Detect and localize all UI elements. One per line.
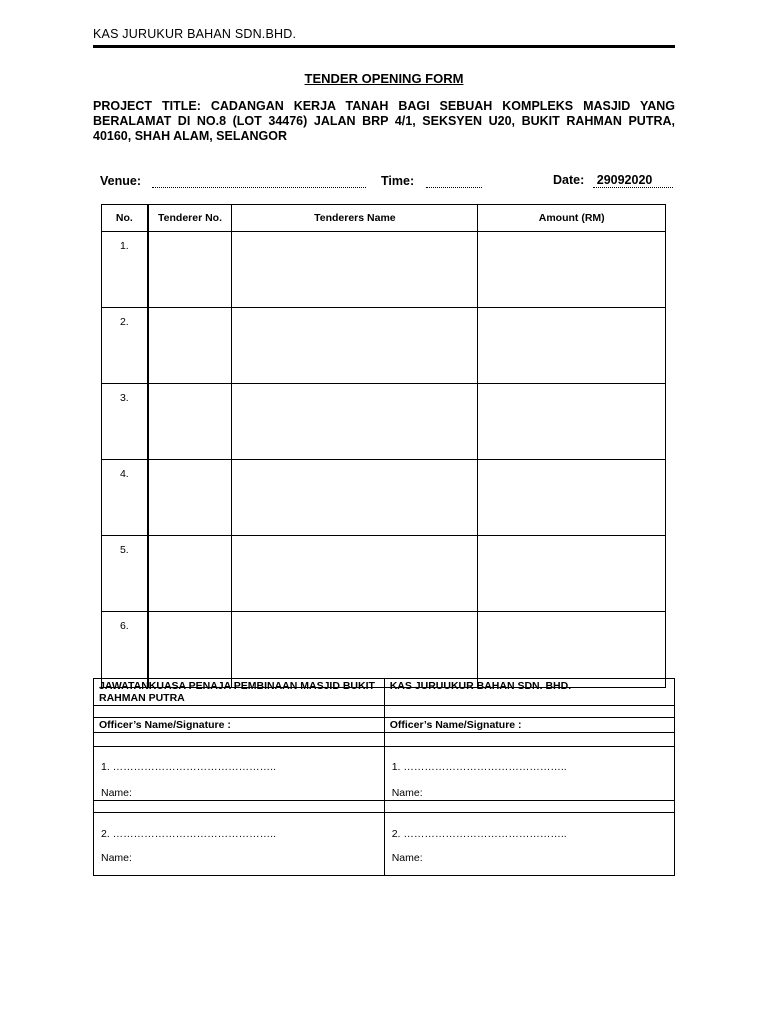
project-title: PROJECT TITLE: CADANGAN KERJA TANAH BAGI SEBUAH KOMPLEKS MASJID YANG BERALAMAT DI NO.8 (LOT 34476) JALAN BRP 4/1, SEKSYEN U20, BUKIT RAHMAN PUTRA, 40160, SHAH ALAM, SELANGOR	[93, 99, 675, 143]
spacer-cell	[94, 733, 385, 747]
time-label: Time:	[381, 174, 415, 188]
spacer-row	[94, 706, 675, 718]
tenderer-no-cell[interactable]	[148, 612, 232, 688]
tenderer-no-cell[interactable]	[148, 308, 232, 384]
date-label: Date:	[553, 173, 585, 187]
committee-officer-label: Officer’s Name/Signature :	[94, 718, 385, 733]
time-field	[381, 173, 482, 188]
signature-line: 2. ………………………………………..	[101, 828, 277, 840]
spacer-cell	[94, 801, 385, 813]
tenderer-name-cell[interactable]	[232, 232, 478, 308]
consultant-signature-slot-2[interactable]	[384, 813, 674, 876]
amount-cell[interactable]	[478, 612, 666, 688]
row-number: 6.	[102, 612, 148, 688]
committee-header: JAWATANKUASA PENAJA PEMBINAAN MASJID BUKIT RAHMAN PUTRA	[94, 679, 385, 706]
spacer-cell	[94, 706, 385, 718]
tender-table-header-row	[102, 205, 666, 232]
name-label: Name:	[101, 852, 132, 864]
signature-slot-row-2	[94, 813, 675, 876]
signature-slot-row-1	[94, 747, 675, 801]
tenderer-no-cell[interactable]	[148, 384, 232, 460]
amount-cell[interactable]	[478, 460, 666, 536]
row-number: 3.	[102, 384, 148, 460]
tenderer-name-cell[interactable]	[232, 460, 478, 536]
company-header: KAS JURUKUR BAHAN SDN.BHD.	[93, 27, 297, 41]
name-label: Name:	[101, 787, 132, 799]
table-row	[102, 232, 666, 308]
amount-cell[interactable]	[478, 384, 666, 460]
signature-line: 1. ………………………………………..	[101, 761, 277, 773]
signature-line: 1. ………………………………………..	[391, 761, 567, 773]
consultant-officer-label: Officer’s Name/Signature :	[384, 718, 674, 733]
form-title: TENDER OPENING FORM	[304, 71, 464, 86]
name-label: Name:	[391, 787, 423, 799]
committee-signature-slot-1[interactable]	[94, 747, 385, 801]
consultant-header: KAS JURUUKUR BAHAN SDN. BHD.	[384, 679, 674, 706]
spacer-row	[94, 733, 675, 747]
table-row	[102, 612, 666, 688]
tenderer-name-cell[interactable]	[232, 612, 478, 688]
tenderer-no-cell[interactable]	[148, 536, 232, 612]
tenderer-no-cell[interactable]	[148, 460, 232, 536]
row-number: 4.	[102, 460, 148, 536]
column-header-tenderer-no: Tenderer No.	[148, 205, 232, 232]
signature-line: 2. ………………………………………..	[391, 828, 567, 840]
signature-table	[93, 678, 675, 876]
committee-signature-slot-2[interactable]	[94, 813, 385, 876]
venue-label: Venue:	[100, 174, 141, 188]
table-row	[102, 536, 666, 612]
spacer-cell	[384, 706, 674, 718]
column-header-amount: Amount (RM)	[478, 205, 666, 232]
tenderer-name-cell[interactable]	[232, 308, 478, 384]
date-field	[553, 173, 673, 188]
venue-value[interactable]	[152, 173, 366, 188]
header-rule	[93, 45, 675, 48]
spacer-row	[94, 801, 675, 813]
row-number: 2.	[102, 308, 148, 384]
officer-label-row	[94, 718, 675, 733]
table-row	[102, 308, 666, 384]
spacer-cell	[384, 801, 674, 813]
amount-cell[interactable]	[478, 536, 666, 612]
venue-field	[100, 173, 366, 188]
table-row	[102, 460, 666, 536]
tenderer-name-cell[interactable]	[232, 536, 478, 612]
tenderer-name-cell[interactable]	[232, 384, 478, 460]
name-label: Name:	[391, 852, 423, 864]
tenderer-no-cell[interactable]	[148, 232, 232, 308]
row-number: 5.	[102, 536, 148, 612]
consultant-signature-slot-1[interactable]	[384, 747, 674, 801]
spacer-cell	[384, 733, 674, 747]
amount-cell[interactable]	[478, 308, 666, 384]
column-header-tenderers-name: Tenderers Name	[232, 205, 478, 232]
table-row	[102, 384, 666, 460]
row-number: 1.	[102, 232, 148, 308]
date-value[interactable]: 29092020	[593, 173, 673, 188]
amount-cell[interactable]	[478, 232, 666, 308]
signature-header-row	[94, 679, 675, 706]
column-header-no: No.	[102, 205, 148, 232]
tender-table	[101, 204, 666, 688]
time-value[interactable]	[426, 173, 482, 188]
